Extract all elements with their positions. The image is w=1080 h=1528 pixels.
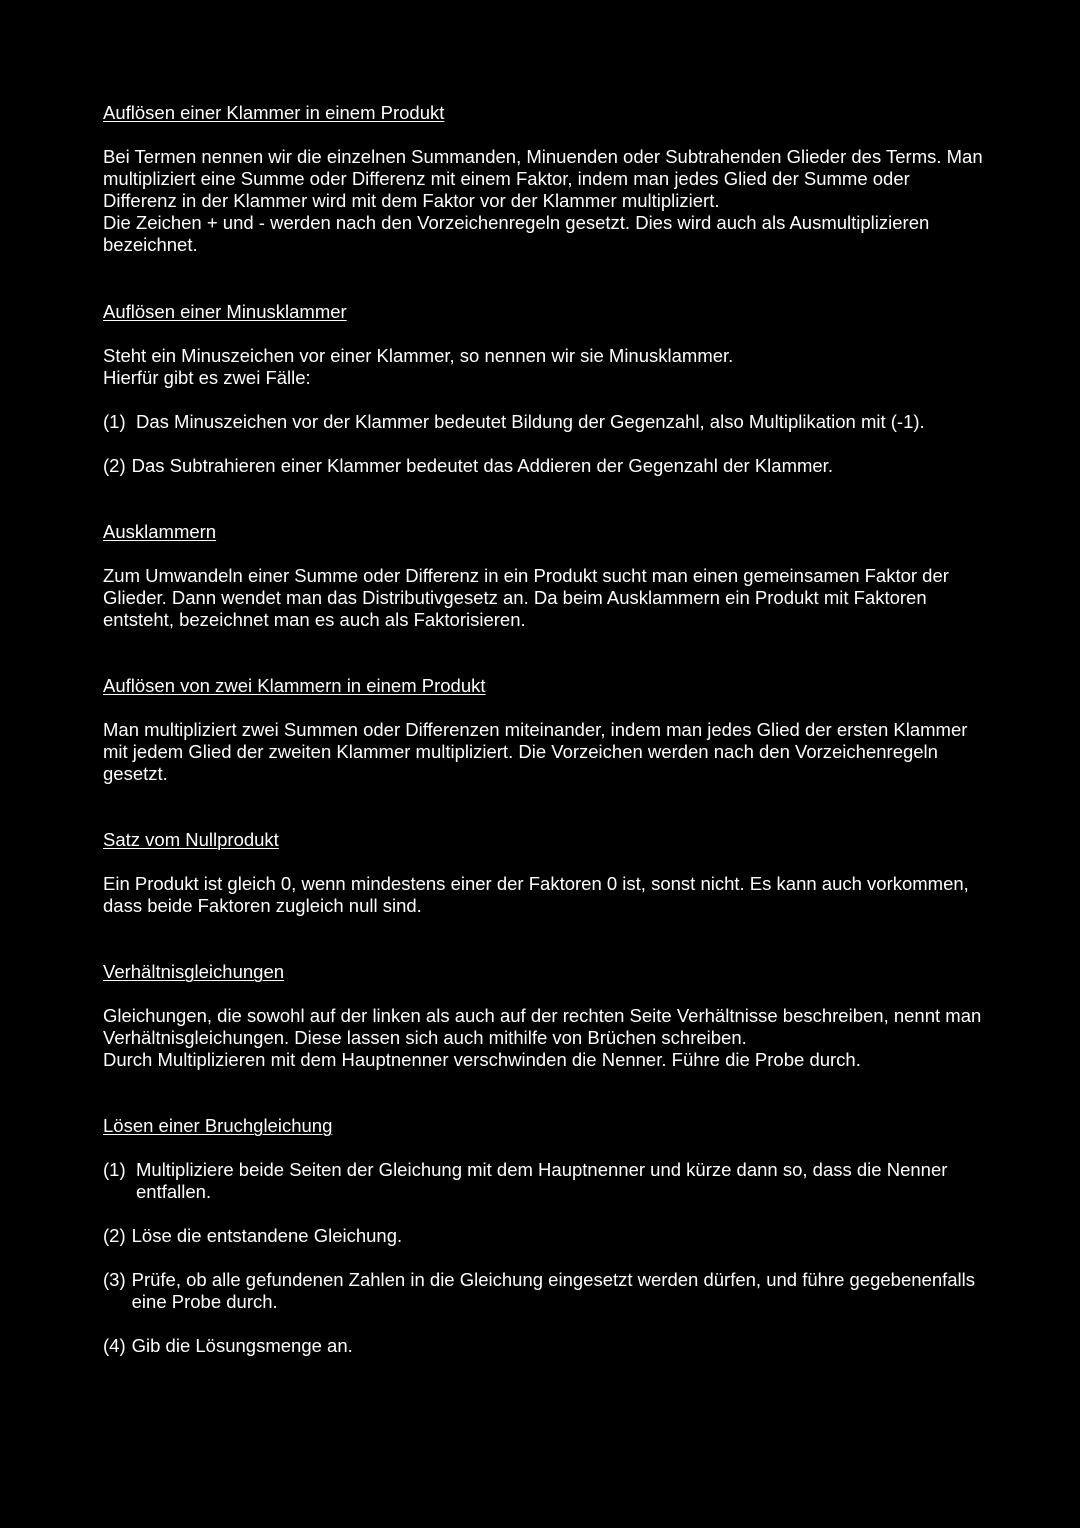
section-ausklammern	[103, 521, 983, 631]
section-heading: Ausklammern	[103, 521, 217, 542]
list-number: (1)	[103, 411, 126, 432]
paragraph: Zum Umwandeln einer Summe oder Differenz in ein Produkt sucht man einen gemeinsamen Faktor der Glieder. Dann wendet man das Distributivgesetz an. Da beim Ausklammern ein Produkt mit Faktoren entsteht, bezeichnet man es auch als Faktorisieren.	[103, 565, 949, 630]
list-text: Das Subtrahieren einer Klammer bedeutet das Addieren der Gegenzahl der Klammer.	[131, 455, 833, 476]
section-klammer-produkt	[103, 102, 983, 256]
list-text: Multipliziere beide Seiten der Gleichung mit dem Hauptnenner und kürze dann so, dass die Nenner entfallen.	[136, 1159, 948, 1202]
section-zwei-klammern	[103, 675, 983, 785]
list-item	[103, 1269, 983, 1313]
document-page	[103, 102, 983, 1401]
list-item	[103, 455, 983, 477]
list-item	[103, 1335, 983, 1357]
list-number: (3)	[103, 1269, 126, 1290]
paragraph: Ein Produkt ist gleich 0, wenn mindestens einer der Faktoren 0 ist, sonst nicht. Es kann auch vorkommen, dass beide Faktoren zugleich null sind.	[103, 873, 969, 916]
list-text: Prüfe, ob alle gefundenen Zahlen in die Gleichung eingesetzt werden dürfen, und führe gegebenenfalls eine Probe durch.	[131, 1269, 976, 1312]
list-number: (1)	[103, 1159, 126, 1180]
list-text: Gib die Lösungsmenge an.	[131, 1335, 353, 1356]
list-item	[103, 411, 983, 433]
section-heading: Satz vom Nullprodukt	[103, 829, 279, 850]
paragraph: Steht ein Minuszeichen vor einer Klammer, so nennen wir sie Minusklammer.	[103, 345, 734, 366]
list-text: Löse die entstandene Gleichung.	[131, 1225, 403, 1246]
list-number: (2)	[103, 455, 126, 476]
paragraph: Bei Termen nennen wir die einzelnen Summanden, Minuenden oder Subtrahenden Glieder des Terms. Man multipliziert eine Summe oder Differenz mit einem Faktor, indem man jedes Glied der Summe oder Differenz in der Klammer wird mit dem Faktor vor der Klammer multipliziert.	[103, 146, 983, 211]
section-heading: Auflösen einer Klammer in einem Produkt	[103, 102, 445, 123]
list-number: (2)	[103, 1225, 126, 1246]
section-heading: Verhältnisgleichungen	[103, 961, 285, 982]
section-bruchgleichung	[103, 1115, 983, 1357]
list-number: (4)	[103, 1335, 126, 1356]
list-item	[103, 1225, 983, 1247]
section-minusklammer	[103, 301, 983, 477]
paragraph: Durch Multiplizieren mit dem Hauptnenner verschwinden die Nenner. Führe die Probe durch.	[103, 1049, 861, 1070]
paragraph: Man multipliziert zwei Summen oder Differenzen miteinander, indem man jedes Glied der ersten Klammer mit jedem Glied der zweiten Klammer multipliziert. Die Vorzeichen werden nach den Vorzeichenregeln gesetzt.	[103, 719, 968, 784]
paragraph: Gleichungen, die sowohl auf der linken als auch auf der rechten Seite Verhältnisse beschreiben, nennt man Verhältnisgleichungen. Diese lassen sich auch mithilfe von Brüchen schreiben.	[103, 1005, 982, 1048]
list-text: Das Minuszeichen vor der Klammer bedeutet Bildung der Gegenzahl, also Multiplikation mit (-1).	[136, 411, 925, 432]
section-heading: Auflösen von zwei Klammern in einem Produkt	[103, 675, 486, 696]
section-heading: Auflösen einer Minusklammer	[103, 301, 347, 322]
section-nullprodukt	[103, 829, 983, 917]
paragraph: Hierfür gibt es zwei Fälle:	[103, 367, 311, 388]
section-verhaeltnisgleichungen	[103, 961, 983, 1071]
paragraph: Die Zeichen + und - werden nach den Vorzeichenregeln gesetzt. Dies wird auch als Ausmultiplizieren bezeichnet.	[103, 212, 930, 255]
section-heading: Lösen einer Bruchgleichung	[103, 1115, 333, 1136]
list-item	[103, 1159, 983, 1203]
